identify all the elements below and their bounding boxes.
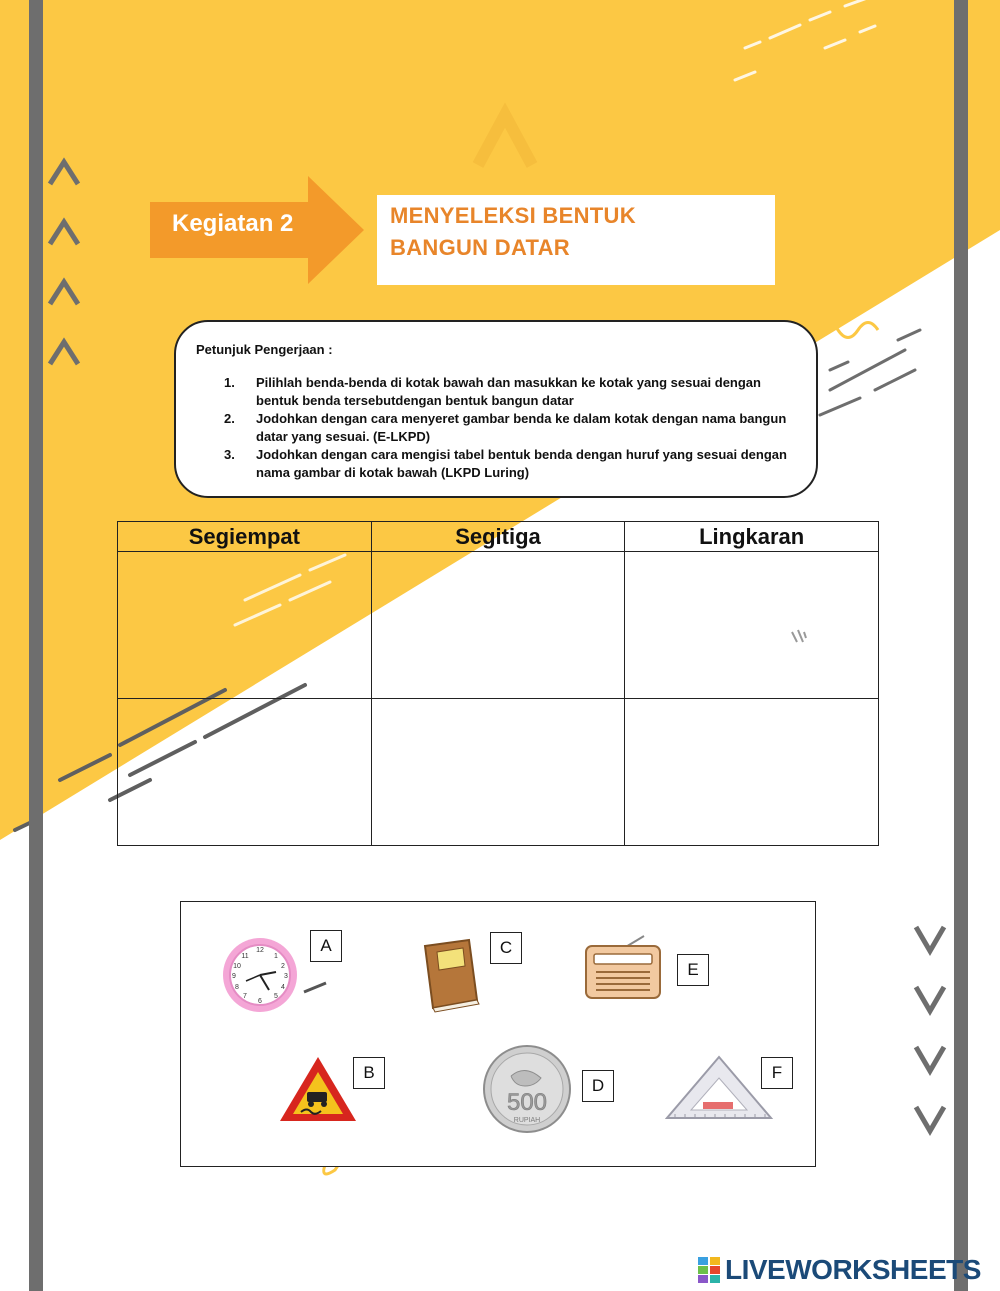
letter-label-e: E xyxy=(677,954,709,986)
chevron-up-icon xyxy=(46,210,82,270)
table-row xyxy=(118,699,879,846)
instruction-item xyxy=(224,374,794,410)
letter-label-f: F xyxy=(761,1057,793,1089)
chevron-down-icon xyxy=(912,975,948,1035)
svg-text:5: 5 xyxy=(274,993,278,1000)
brand-logo xyxy=(698,1255,981,1285)
svg-text:7: 7 xyxy=(243,993,247,1000)
sorting-table xyxy=(117,521,879,846)
book-icon[interactable] xyxy=(417,938,483,1014)
svg-text:6: 6 xyxy=(258,998,262,1005)
drop-zone-lingkaran-2[interactable] xyxy=(625,699,879,846)
radio-icon[interactable] xyxy=(584,934,662,1000)
brand-mark-icon xyxy=(698,1257,722,1283)
letter-label-c: C xyxy=(490,932,522,964)
svg-text:3: 3 xyxy=(284,973,288,980)
chevron-up-icon xyxy=(46,150,82,210)
column-header-segiempat: Segiempat xyxy=(118,522,372,552)
instruction-number: 1. xyxy=(224,375,235,390)
instruction-number: 3. xyxy=(224,447,235,462)
page-title-line1: MENYELEKSI BENTUK xyxy=(390,203,636,228)
chevron-down-icon xyxy=(912,1035,948,1095)
chevron-down-icon xyxy=(912,1095,948,1155)
letter-label-d: D xyxy=(582,1070,614,1102)
instruction-text: Jodohkan dengan cara menyeret gambar benda ke dalam kotak dengan nama bangun datar yang sesuai. (E-LKPD) xyxy=(256,411,787,444)
chevron-group-right xyxy=(912,915,948,1155)
instruction-text: Jodohkan dengan cara mengisi tabel bentuk benda dengan huruf yang sesuai dengan nama gambar di kotak bawah (LKPD Luring) xyxy=(256,447,787,480)
letter-label-a: A xyxy=(310,930,342,962)
page-title-line2: BANGUN DATAR xyxy=(390,235,570,260)
instructions-box xyxy=(174,320,818,498)
svg-text:10: 10 xyxy=(233,963,241,970)
title-box xyxy=(377,195,775,285)
chevron-up-icon xyxy=(46,270,82,330)
activity-label: Kegiatan 2 xyxy=(172,210,294,237)
chevron-up-icon xyxy=(46,330,82,390)
column-header-segitiga: Segitiga xyxy=(371,522,625,552)
svg-text:1: 1 xyxy=(274,953,278,960)
drop-zone-segitiga-2[interactable] xyxy=(371,699,625,846)
drop-zone-segiempat-2[interactable] xyxy=(118,699,372,846)
set-square-icon[interactable] xyxy=(665,1054,775,1122)
left-side-bar xyxy=(29,0,43,1291)
instruction-item xyxy=(224,446,794,482)
table-header-row xyxy=(118,522,879,552)
coin-value-text: 500 xyxy=(506,1089,548,1116)
clock-shadow-mark xyxy=(301,977,331,997)
instruction-number: 2. xyxy=(224,411,235,426)
instructions-title: Petunjuk Pengerjaan : xyxy=(196,342,333,357)
coin-subtext: RUPIAH xyxy=(513,1117,541,1124)
chevron-down-icon xyxy=(912,915,948,975)
objects-box xyxy=(180,901,816,1167)
column-header-lingkaran: Lingkaran xyxy=(625,522,879,552)
warning-sign-icon[interactable] xyxy=(277,1054,359,1124)
table-row xyxy=(118,552,879,699)
clock-icon[interactable] xyxy=(221,934,303,1016)
instructions-list xyxy=(224,374,794,482)
chevron-group-left xyxy=(46,150,82,390)
right-side-bar xyxy=(954,0,968,1291)
instruction-item xyxy=(224,410,794,446)
coin-icon[interactable] xyxy=(481,1044,573,1134)
svg-text:11: 11 xyxy=(241,953,249,960)
svg-text:12: 12 xyxy=(256,947,264,954)
drop-zone-segitiga-1[interactable] xyxy=(371,552,625,699)
drop-zone-lingkaran-1[interactable] xyxy=(625,552,879,699)
instruction-text: Pilihlah benda-benda di kotak bawah dan masukkan ke kotak yang sesuai dengan bentuk benda tersebutdengan bentuk bangun datar xyxy=(256,375,761,408)
svg-text:4: 4 xyxy=(281,984,285,991)
brand-name: LIVEWORKSHEETS xyxy=(725,1254,981,1285)
svg-text:2: 2 xyxy=(281,963,285,970)
svg-text:8: 8 xyxy=(235,984,239,991)
letter-label-b: B xyxy=(353,1057,385,1089)
drop-zone-segiempat-1[interactable] xyxy=(118,552,372,699)
svg-text:9: 9 xyxy=(232,973,236,980)
